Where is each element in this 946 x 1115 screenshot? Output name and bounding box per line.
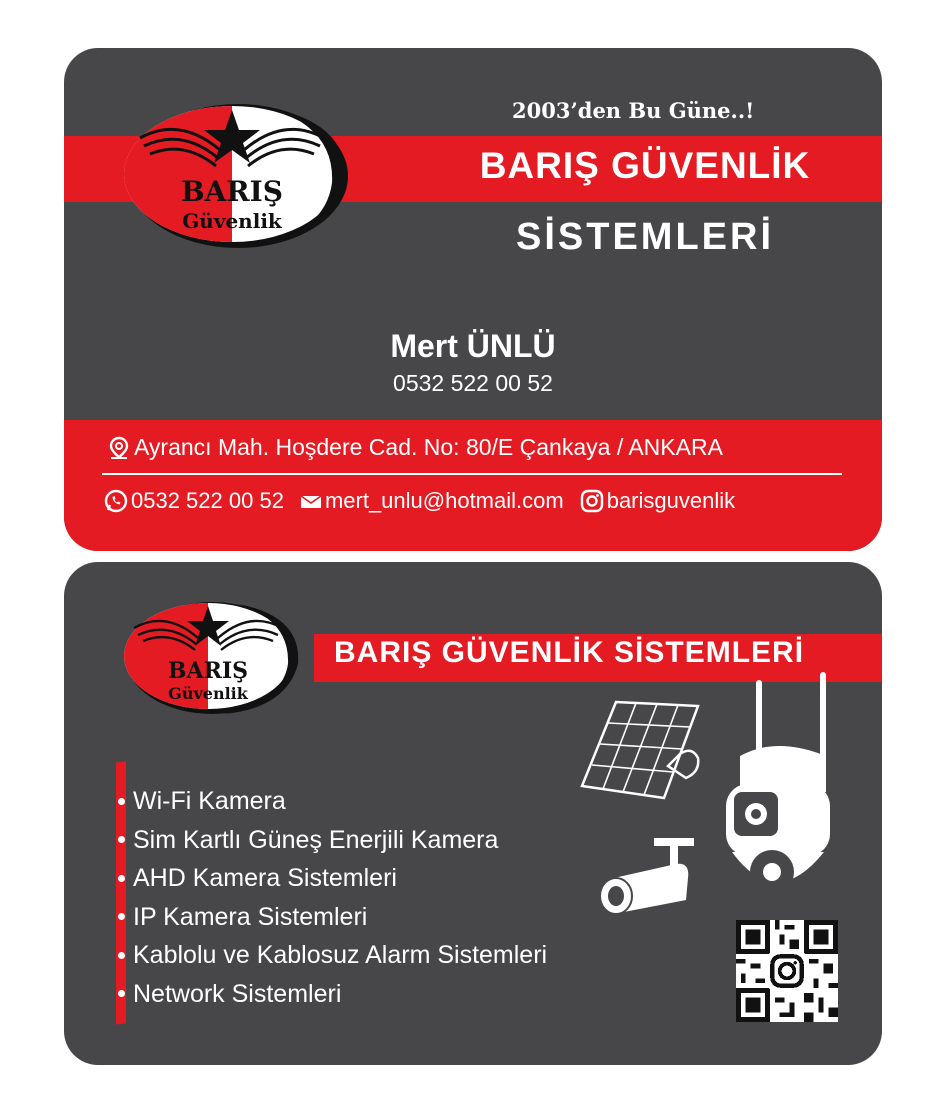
person-name: Mert ÜNLÜ [390, 328, 556, 364]
svg-text:BARIŞ: BARIŞ [181, 175, 283, 208]
list-item: Sim Kartlı Güneş Enerjili Kamera [116, 821, 547, 860]
list-item: IP Kamera Sistemleri [116, 898, 547, 937]
contact-phone: 0532 522 00 52 [131, 488, 284, 513]
services-list [116, 782, 547, 1013]
qr-code[interactable] [736, 920, 838, 1022]
business-card-back [64, 562, 882, 1065]
person-phone: 0532 522 00 52 [393, 370, 553, 396]
baris-guvenlik-logo [120, 590, 320, 720]
slogan: 2003’den Bu Güne..! [512, 98, 755, 123]
ptz-camera-icon [716, 672, 846, 912]
whatsapp-contact[interactable] [104, 488, 284, 514]
company-name-line2: SİSTEMLERİ [515, 216, 775, 258]
email-contact[interactable] [300, 488, 564, 514]
location-pin-icon [108, 436, 130, 460]
svg-text:BARIŞ: BARIŞ [167, 658, 249, 684]
bullet-camera-icon [594, 834, 704, 924]
list-item: Kablolu ve Kablosuz Alarm Sistemleri [116, 936, 547, 975]
instagram-icon [580, 489, 604, 513]
back-company-name: BARIŞ GÜVENLİK SİSTEMLERİ [334, 636, 805, 669]
instagram-contact[interactable] [580, 488, 735, 514]
baris-guvenlik-logo [120, 88, 380, 253]
mail-icon [300, 493, 322, 509]
list-item: AHD Kamera Sistemleri [116, 859, 547, 898]
company-name-line1: BARIŞ GÜVENLİK [479, 145, 811, 186]
business-card-front [64, 48, 882, 551]
address-text: Ayrancı Mah. Hoşdere Cad. No: 80/E Çankaya / ANKARA [134, 434, 723, 460]
address-row [108, 434, 723, 461]
svg-text:Güvenlik: Güvenlik [168, 684, 248, 703]
list-item: Network Sistemleri [116, 975, 547, 1014]
whatsapp-icon [104, 489, 128, 513]
list-item: Wi-Fi Kamera [116, 782, 547, 821]
solar-panel-icon [576, 694, 706, 804]
svg-text:Güvenlik: Güvenlik [182, 209, 282, 233]
contact-row [104, 488, 751, 514]
contact-instagram: barisguvenlik [606, 488, 736, 513]
divider [102, 473, 842, 475]
contact-email: mert_unlu@hotmail.com [324, 488, 564, 513]
